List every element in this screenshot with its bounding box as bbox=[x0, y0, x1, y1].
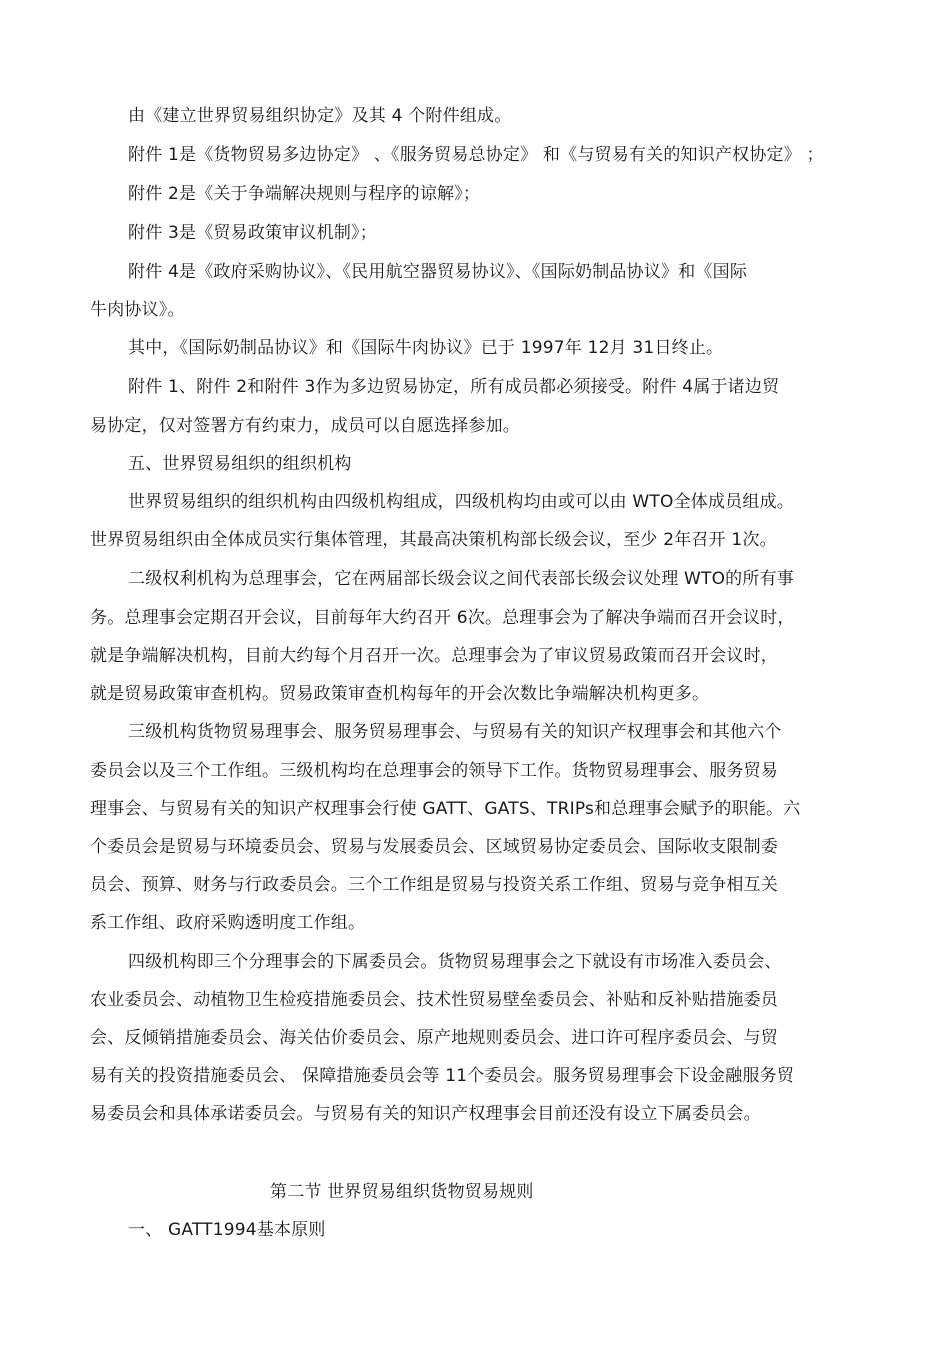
paragraph-line: 附件 1是《货物贸易多边协定》 、《服务贸易总协定》 和《与贸易有关的知识产权协定》 ； bbox=[128, 145, 824, 165]
subsection-heading: 一、 GATT1994基本原则 bbox=[128, 1220, 326, 1240]
paragraph-line: 附件 3是《贸易政策审议机制》； bbox=[128, 223, 377, 243]
paragraph-line: 务。总理事会定期召开会议，目前每年大约召开 6次。总理事会为了解决争端而召开会议时， bbox=[90, 608, 795, 628]
section-heading: 五、世界贸易组织的组织机构 bbox=[128, 454, 352, 474]
paragraph-line: 就是争端解决机构，目前大约每个月召开一次。总理事会为了审议贸易政策而召开会议时， bbox=[90, 646, 778, 666]
paragraph-line: 世界贸易组织的组织机构由四级机构组成，四级机构均由或可以由 WTO全体成员组成。 bbox=[128, 492, 794, 512]
paragraph-line: 牛肉协议》。 bbox=[90, 300, 185, 320]
paragraph-line: 四级机构即三个分理事会的下属委员会。货物贸易理事会之下就设有市场准入委员会、 bbox=[128, 952, 782, 972]
paragraph-line: 附件 2是《关于争端解决规则与程序的谅解》； bbox=[128, 184, 481, 204]
paragraph-line: 易协定，仅对签署方有约束力，成员可以自愿选择参加。 bbox=[90, 416, 520, 436]
paragraph-line: 由《建立世界贸易组织协定》及其 4 个附件组成。 bbox=[128, 106, 512, 126]
paragraph-line: 农业委员会、动植物卫生检疫措施委员会、技术性贸易壁垒委员会、补贴和反补贴措施委员 bbox=[90, 990, 778, 1010]
section-title: 第二节 世界贸易组织货物贸易规则 bbox=[270, 1182, 534, 1202]
paragraph-line: 附件 4是《政府采购协议》、《民用航空器贸易协议》、《国际奶制品协议》和《国际 bbox=[128, 262, 748, 282]
paragraph-line: 委员会以及三个工作组。三级机构均在总理事会的领导下工作。货物贸易理事会、服务贸易 bbox=[90, 761, 778, 781]
paragraph-line: 附件 1、附件 2和附件 3作为多边贸易协定，所有成员都必须接受。附件 4属于诸边贸 bbox=[128, 377, 780, 397]
paragraph-line: 世界贸易组织由全体成员实行集体管理，其最高决策机构部长级会议，至少 2年召开 1次。 bbox=[90, 530, 777, 550]
paragraph-line: 系工作组、政府采购透明度工作组。 bbox=[90, 913, 366, 933]
paragraph-line: 三级机构货物贸易理事会、服务贸易理事会、与贸易有关的知识产权理事会和其他六个 bbox=[128, 722, 782, 742]
paragraph-line: 员会、预算、财务与行政委员会。三个工作组是贸易与投资关系工作组、贸易与竞争相互关 bbox=[90, 875, 778, 895]
paragraph-line: 就是贸易政策审查机构。贸易政策审查机构每年的开会次数比争端解决机构更多。 bbox=[90, 684, 710, 704]
paragraph-line: 理事会、与贸易有关的知识产权理事会行使 GATT、GATS、TRIPs和总理事会赋予的职能。六 bbox=[90, 799, 801, 819]
paragraph-line: 易有关的投资措施委员会、 保障措施委员会等 11个委员会。服务贸易理事会下设金融服务贸 bbox=[90, 1066, 795, 1086]
paragraph-line: 个委员会是贸易与环境委员会、贸易与发展委员会、区域贸易协定委员会、国际收支限制委 bbox=[90, 837, 778, 857]
paragraph-line: 二级权利机构为总理事会，它在两届部长级会议之间代表部长级会议处理 WTO的所有事 bbox=[128, 569, 794, 589]
paragraph-line: 其中，《国际奶制品协议》和《国际牛肉协议》已于 1997年 12月 31日终止。 bbox=[128, 338, 724, 358]
paragraph-line: 会、反倾销措施委员会、海关估价委员会、原产地规则委员会、进口许可程序委员会、与贸 bbox=[90, 1028, 778, 1048]
paragraph-line: 易委员会和具体承诺委员会。与贸易有关的知识产权理事会目前还没有设立下属委员会。 bbox=[90, 1104, 761, 1124]
